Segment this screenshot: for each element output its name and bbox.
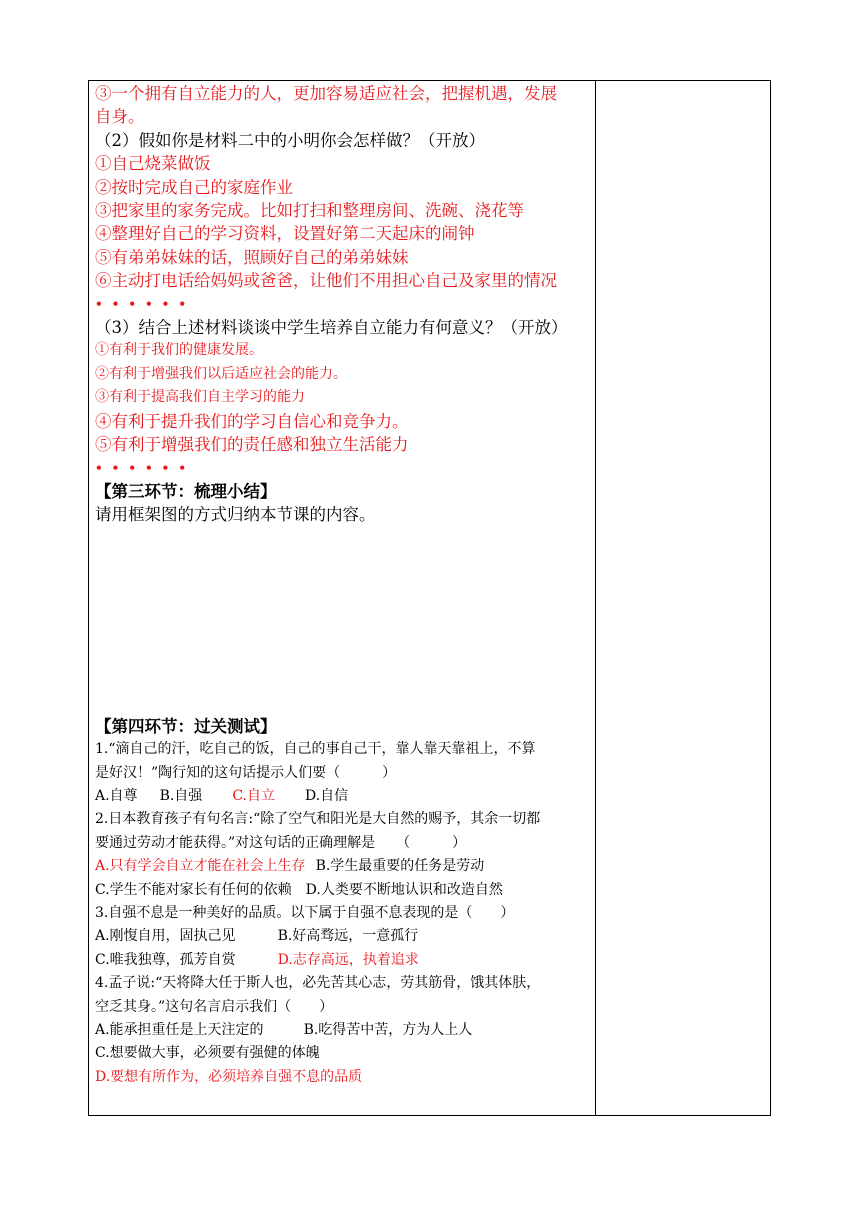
quiz-q3-line1: 3.自强不息是一种美好的品质。以下属于自强不息表现的是（ ） [95,904,515,921]
answer-3-item: ②有利于增强我们以后适应社会的能力。 [95,365,347,382]
section-3-title: 【第三环节：梳理小结】 [95,481,277,501]
quiz-q1-options [95,785,591,808]
quiz-q1-line1: 1.“滴自己的汗，吃自己的饭，自己的事自己干，靠人靠天靠祖上，不算 [95,741,536,758]
quiz-q1-option-c: C.自立 [232,787,275,804]
quiz-q4-option-a: A.能承担重任是上天注定的 [95,1022,264,1038]
answer-item-3-line1: ③一个拥有自立能力的人，更加容易适应社会，把握机遇，发展 [95,84,557,103]
quiz-q3-options-ab [95,925,591,948]
answer-3-item: ⑤有利于增强我们的责任感和独立生活能力 [95,435,409,455]
summary-blank-area [95,527,591,715]
quiz-q2-option-b: B.学生最重要的任务是劳动 [315,858,485,875]
answer-2-item: ②按时完成自己的家庭作业 [95,177,293,197]
quiz-q2-option-c: C.学生不能对家长有任何的依赖 [95,881,292,898]
quiz-q1-option-d: D.自信 [304,787,349,804]
quiz-q3-option-c: C.唯我独尊，孤芳自赏 [95,951,236,968]
quiz-q3-option-d: D.志存高远，执着追求 [277,951,419,968]
quiz-q2-option-a: A.只有学会自立才能在社会上生存 [95,858,306,875]
quiz-q3-option-b: B.好高骛远，一意孤行 [277,928,419,945]
ellipsis-dots: •••••• [95,460,196,475]
answer-2-item: ⑤有弟弟妹妹的话，照顾好自己的弟弟妹妹 [95,247,409,267]
table-column-divider [595,80,596,1116]
quiz-q4-line2: 空乏其身。”这句名言启示我们（ ） [95,998,334,1015]
quiz-q4-option-b: B.吃得苦中苦，方为人上人 [303,1022,473,1038]
quiz-q2-line2: 要通过劳动才能获得。”对这句话的正确理解是 （ ） [95,834,467,851]
answer-3-item: ③有利于提高我们自主学习的能力 [95,389,305,406]
main-cell [95,82,591,1089]
answer-item-3-line2: 自身。 [95,107,145,127]
quiz-q1-option-b: B.自强 [159,787,203,804]
quiz-q2-line1: 2.日本教育孩子有句名言:“除了空气和阳光是大自然的赐予，其余一切都 [95,811,541,828]
quiz-q2-options-ab [95,855,591,878]
quiz-q4-line1: 4.孟子说:“天将降大任于斯人也，必先苦其心志，劳其筋骨，饿其体肤， [95,975,541,992]
quiz-q2-option-d: D.人类要不断地认识和改造自然 [305,881,503,898]
quiz-q1-line2: 是好汉！”陶行知的这句话提示人们要（ ） [95,764,397,781]
section-3-instruction: 请用框架图的方式归纳本节课的内容。 [95,505,376,525]
answer-3-item: ①有利于我们的健康发展。 [95,342,263,359]
answer-2-item: ④整理好自己的学习资料，设置好第二天起床的闹钟 [95,224,475,244]
question-2: （2）假如你是材料二中的小明你会怎样做？（开放） [95,130,485,150]
answer-2-item: ①自己烧菜做饭 [95,154,211,174]
quiz-q3-option-a: A.刚愎自用，固执己见 [95,928,236,945]
answer-3-item: ④有利于提升我们的学习自信心和竞争力。 [95,411,409,431]
quiz-q4-option-d: D.要想有所作为，必须培养自强不息的品质 [95,1068,363,1085]
quiz-q2-options-cd [95,879,591,902]
ellipsis-dots: •••••• [95,296,196,311]
answer-2-item: ⑥主动打电话给妈妈或爸爸，让他们不用担心自己及家里的情况 [95,271,557,291]
quiz-q3-options-cd [95,949,591,972]
question-3: （3）结合上述材料谈谈中学生培养自立能力有何意义？（开放） [95,318,568,338]
quiz-q1-option-a: A.自尊 [95,787,138,804]
answer-2-item: ③把家里的家务完成。比如打扫和整理房间、洗碗、浇花等 [95,201,524,221]
quiz-q4-options-ab [95,1019,591,1042]
section-4-title: 【第四环节：过关测试】 [95,716,277,736]
quiz-q4-option-c: C.想要做大事，必须要有强健的体魄 [95,1045,320,1062]
